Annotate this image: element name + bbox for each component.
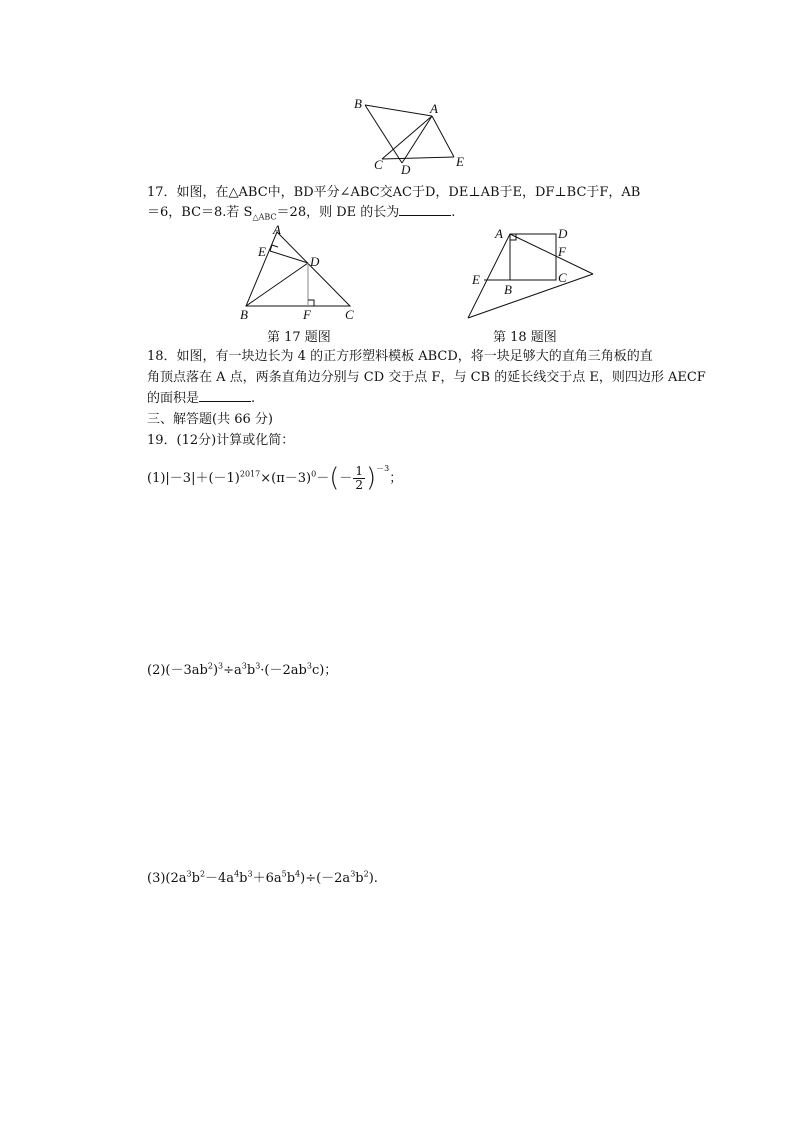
q19-p3-e2: 2 (199, 869, 206, 879)
q17-line2 (147, 203, 455, 222)
q17-line2-sub: △ABC (252, 212, 277, 222)
q19-p3-j: ). (368, 871, 378, 886)
q19-p2-f: ·(－2ab (260, 663, 307, 678)
fig16-label-d: D (401, 162, 411, 177)
q19-p2-g: c)； (311, 663, 338, 678)
fig17-label-a: A (273, 222, 281, 237)
q19-part1 (147, 465, 402, 492)
q19-p3-a: (3)(2a (147, 871, 187, 886)
q19-p1-exp1: 2017 (239, 469, 261, 479)
q19-part2 (147, 661, 337, 680)
q19-p1-frac-sign: － (339, 471, 353, 486)
q17-answer-blank[interactable] (399, 203, 451, 216)
q19-p3-h: )÷(－2a (300, 871, 351, 886)
fig16-label-c: C (374, 157, 383, 172)
fig18-label-a: A (495, 226, 503, 241)
fig16-label-e: E (456, 154, 464, 169)
q18-line3-pre: 的面积是 (147, 391, 200, 406)
figure-q17 (235, 222, 360, 324)
q19-p3-g: b (286, 871, 296, 886)
q18-line3-end: . (251, 391, 256, 406)
fig18-label-e: E (472, 272, 480, 287)
q19-p3-c: －4a (205, 871, 235, 886)
q17-line2-pre: ＝6，BC＝8.若 S (147, 205, 253, 220)
fig17-label-b: B (240, 307, 248, 322)
figure-q16 (350, 95, 480, 177)
q19-p3-e7: 3 (350, 869, 356, 879)
q19-p1-exp2: 0 (311, 469, 317, 479)
q19-p3-e4: 3 (247, 869, 253, 879)
q19-p3-i: b (355, 871, 364, 886)
q19-p1-numerator: 1 (355, 464, 364, 478)
q19-title: 19．(12分)计算或化简： (147, 433, 295, 448)
q19-p1-a: (1)|－3|＋(－1) (147, 471, 240, 486)
q19-p2-b: ) (212, 663, 219, 678)
fig18-label-f: F (558, 244, 566, 259)
q19-part3 (147, 869, 378, 888)
q19-p1-end: ； (389, 471, 403, 486)
q19-p2-e5: 3 (306, 661, 312, 671)
q19-p3-b: b (191, 871, 200, 886)
q18-line2: 角顶点落在 A 点，两条直角边分别与 CD 交于点 F，与 CB 的延长线交于点 E，则四边形 AECF (147, 370, 706, 385)
q18-answer-blank[interactable] (199, 389, 251, 402)
fig16-label-a: A (430, 101, 438, 116)
q19-p3-f: ＋6a (252, 871, 282, 886)
q19-p2-e1: 2 (207, 661, 213, 671)
q19-p2-a: (2)(－3ab (147, 663, 208, 678)
fig17-label-c: C (345, 307, 354, 322)
fig16-label-b: B (354, 96, 362, 111)
fig17-caption: 第 17 题图 (267, 330, 331, 345)
q19-p1-paren-left: ( (329, 463, 340, 493)
q19-p3-e5: 5 (281, 869, 287, 879)
q19-p1-exp3: －3 (376, 463, 390, 473)
fig17-label-d: D (310, 254, 320, 269)
fig18-caption: 第 18 题图 (493, 330, 557, 345)
q19-p1-fraction (353, 465, 365, 492)
q17-line2-mid: ＝28，则 DE 的长为 (276, 205, 400, 220)
q19-p1-denominator: 2 (355, 478, 364, 492)
q19-p3-e1: 3 (186, 869, 192, 879)
q19-p2-c: ÷a (223, 663, 242, 678)
q17-line2-end: . (451, 205, 456, 220)
q19-p3-e8: 2 (363, 869, 369, 879)
fig18-label-b: B (504, 282, 512, 297)
fig18-label-d: D (558, 226, 568, 241)
fig18-label-c: C (558, 270, 567, 285)
q19-p2-e3: 3 (241, 661, 247, 671)
q19-p3-e3: 4 (234, 869, 240, 879)
q19-p2-d: b (246, 663, 256, 678)
q19-p2-e2: 3 (218, 661, 224, 671)
q19-p1-paren-right: ) (366, 463, 377, 493)
q19-p1-c: － (316, 471, 330, 486)
section3-title: 三、解答题(共 66 分) (147, 412, 273, 427)
q19-p3-e6: 4 (295, 869, 301, 879)
q18-line1: 18．如图，有一块边长为 4 的正方形塑料模板 ABCD，将一块足够大的直角三角板的直 (147, 349, 653, 364)
q19-p1-b: ×(π－3) (260, 471, 312, 486)
q17-line1: 17．如图，在△ABC中，BD平分∠ABC交AC于D，DE⊥AB于E，DF⊥BC于F，AB (147, 185, 641, 200)
q19-p3-d: b (239, 871, 248, 886)
fig17-label-e: E (258, 244, 266, 259)
fig17-label-f: F (303, 307, 311, 322)
q18-line3 (147, 389, 255, 408)
q19-p2-e4: 3 (255, 661, 261, 671)
figure-q18 (460, 222, 600, 324)
